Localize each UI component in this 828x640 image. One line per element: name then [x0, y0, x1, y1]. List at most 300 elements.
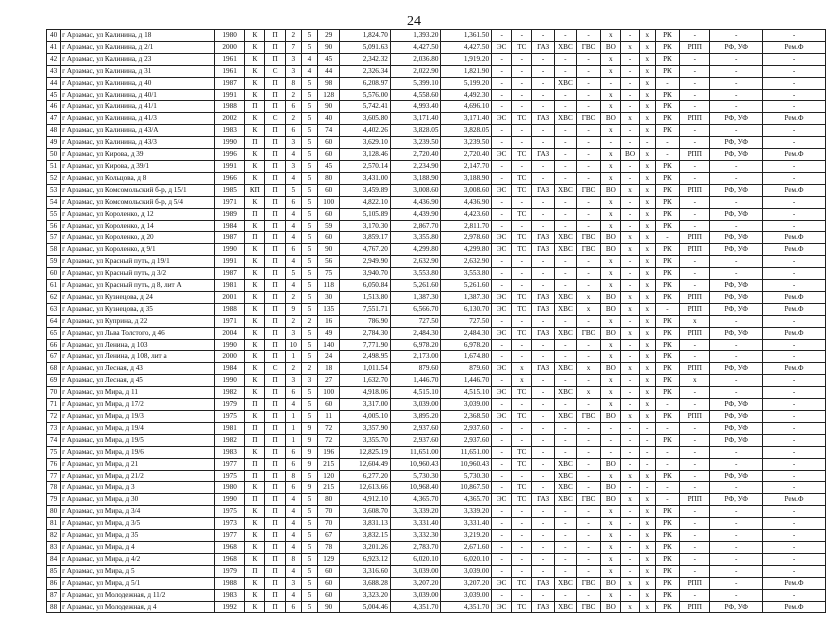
table-cell: 1984 [214, 363, 244, 375]
table-cell: ТС [512, 208, 532, 220]
table-cell: х [639, 351, 655, 363]
table-row [47, 41, 826, 53]
table-cell: - [576, 315, 600, 327]
table-cell: 1 [285, 351, 301, 363]
table-cell: К [245, 89, 265, 101]
table-cell: ТС [512, 303, 532, 315]
table-cell: - [655, 446, 679, 458]
table-cell: 80 [47, 506, 61, 518]
table-cell: - [763, 565, 826, 577]
table-cell: 4,427.50 [390, 41, 441, 53]
table-cell: - [554, 268, 576, 280]
table-cell: 3,128.46 [340, 149, 391, 161]
table-cell: г Арзамас, ул Мира, д 3/5 [61, 518, 215, 530]
table-cell: х [621, 577, 639, 589]
table-cell: - [554, 553, 576, 565]
table-cell: - [512, 434, 532, 446]
table-cell: 1 [285, 434, 301, 446]
table-cell: ГАЗ [532, 291, 554, 303]
table-cell: 49 [318, 327, 340, 339]
table-cell: - [532, 137, 554, 149]
table-cell: 1,821.90 [441, 65, 492, 77]
table-cell: - [655, 482, 679, 494]
table-cell: 2,937.60 [441, 434, 492, 446]
table-cell: х [639, 411, 655, 423]
table-cell: С [265, 113, 285, 125]
table-row [47, 65, 826, 77]
table-cell: РФ, УФ [710, 422, 763, 434]
table-cell: - [710, 446, 763, 458]
table-cell: 5 [301, 137, 317, 149]
table-cell: - [492, 53, 512, 65]
table-cell: х [639, 220, 655, 232]
table-row [47, 244, 826, 256]
table-cell: - [763, 530, 826, 542]
table-row [47, 53, 826, 65]
table-cell: 135 [318, 303, 340, 315]
table-cell: П [245, 399, 265, 411]
table-cell: - [512, 506, 532, 518]
table-cell: х [601, 160, 621, 172]
table-cell: РФ, УФ [710, 280, 763, 292]
table-cell: 215 [318, 458, 340, 470]
table-cell: П [265, 541, 285, 553]
table-cell: - [492, 530, 512, 542]
table-cell: х [621, 470, 639, 482]
table-cell: ЭС [492, 232, 512, 244]
table-cell: х [639, 399, 655, 411]
table-cell: х [601, 375, 621, 387]
table-cell: - [680, 541, 710, 553]
table-cell: 2,978.60 [441, 232, 492, 244]
table-cell: 4,439.90 [390, 208, 441, 220]
table-cell: 47 [47, 113, 61, 125]
table-cell: ТС [512, 601, 532, 613]
table-cell: - [532, 220, 554, 232]
table-cell: 3,895.20 [390, 411, 441, 423]
table-cell: РК [655, 256, 679, 268]
table-cell: - [576, 446, 600, 458]
table-cell: 5,730.30 [441, 470, 492, 482]
table-cell: 84 [47, 553, 61, 565]
table-cell: - [655, 77, 679, 89]
table-row [47, 160, 826, 172]
table-cell: - [621, 125, 639, 137]
table-cell: 1,446.70 [390, 375, 441, 387]
table-cell: ТС [512, 172, 532, 184]
table-cell: 1996 [214, 149, 244, 161]
table-cell: - [621, 315, 639, 327]
table-cell: 1984 [214, 220, 244, 232]
table-cell: 90 [318, 41, 340, 53]
table-cell: - [532, 172, 554, 184]
table-row [47, 399, 826, 411]
table-cell: х [601, 518, 621, 530]
table-cell: 60 [318, 232, 340, 244]
table-cell: - [680, 446, 710, 458]
table-cell: г Арзамас, ул Красный путь, д 8, лит А [61, 280, 215, 292]
table-cell: 3,008.60 [390, 184, 441, 196]
table-cell: 1966 [214, 172, 244, 184]
table-cell: - [576, 125, 600, 137]
table-cell: - [680, 351, 710, 363]
table-cell: х [621, 113, 639, 125]
table-cell: 4 [285, 208, 301, 220]
table-cell: 40 [47, 30, 61, 42]
table-cell: 1 [285, 411, 301, 423]
table-cell: 1985 [214, 184, 244, 196]
table-cell: - [492, 315, 512, 327]
table-cell: х [639, 553, 655, 565]
table-cell: - [763, 422, 826, 434]
table-cell: ВО [601, 601, 621, 613]
table-cell: х [601, 149, 621, 161]
table-cell: П [265, 506, 285, 518]
table-cell: ХВС [554, 494, 576, 506]
table-cell: ЭС [492, 303, 512, 315]
table-cell: - [763, 256, 826, 268]
table-cell: 5 [301, 470, 317, 482]
table-cell: - [576, 149, 600, 161]
table-cell: 1973 [214, 518, 244, 530]
table-cell: - [554, 280, 576, 292]
table-cell: - [621, 518, 639, 530]
table-cell: - [512, 339, 532, 351]
table-cell: 5 [301, 196, 317, 208]
table-cell: - [492, 470, 512, 482]
table-cell: 5 [301, 41, 317, 53]
table-cell: - [512, 530, 532, 542]
table-cell: К [245, 446, 265, 458]
table-cell: П [245, 458, 265, 470]
table-cell: - [763, 315, 826, 327]
table-cell: х [621, 184, 639, 196]
table-cell: - [554, 160, 576, 172]
table-cell: - [680, 30, 710, 42]
table-cell: - [680, 530, 710, 542]
table-cell: х [639, 89, 655, 101]
table-cell: ВО [601, 327, 621, 339]
table-cell: 6,566.70 [390, 303, 441, 315]
table-cell: 1982 [214, 434, 244, 446]
table-cell: - [621, 256, 639, 268]
table-cell: РК [655, 65, 679, 77]
table-cell: 4 [285, 506, 301, 518]
table-cell: - [710, 565, 763, 577]
table-cell: г Арзамас, ул Калинина, д 40 [61, 77, 215, 89]
table-cell: 3,201.26 [340, 541, 391, 553]
table-cell: 67 [318, 530, 340, 542]
table-cell: К [245, 41, 265, 53]
table-cell: - [492, 399, 512, 411]
table-cell: 1975 [214, 506, 244, 518]
table-cell: г Арзамас, ул Красный путь, д 3/2 [61, 268, 215, 280]
table-cell: П [265, 244, 285, 256]
table-cell: - [492, 589, 512, 601]
table-cell: РК [655, 589, 679, 601]
table-cell: ВО [601, 41, 621, 53]
table-cell: - [554, 53, 576, 65]
table-row [47, 149, 826, 161]
table-cell: - [621, 280, 639, 292]
table-cell: х [601, 541, 621, 553]
table-cell: К [245, 196, 265, 208]
table-cell: 4,918.06 [340, 387, 391, 399]
table-cell: 4 [285, 280, 301, 292]
table-cell: 3,171.40 [441, 113, 492, 125]
table-cell: 11 [318, 411, 340, 423]
table-cell: 4,299.80 [441, 244, 492, 256]
table-cell: К [245, 30, 265, 42]
table-cell: - [554, 137, 576, 149]
table-cell: 2,632.90 [390, 256, 441, 268]
table-cell: х [576, 291, 600, 303]
table-cell: ГВС [576, 232, 600, 244]
table-cell: 1990 [214, 244, 244, 256]
table-cell: РК [655, 268, 679, 280]
table-cell: 1,513.80 [340, 291, 391, 303]
table-cell: ЭС [492, 113, 512, 125]
table-cell: - [621, 446, 639, 458]
table-cell: РК [655, 184, 679, 196]
table-cell: РК [655, 530, 679, 542]
table-cell: 3 [301, 375, 317, 387]
table-cell: 8 [285, 470, 301, 482]
table-cell: ТС [512, 577, 532, 589]
table-cell: х [639, 327, 655, 339]
table-cell: 8 [285, 77, 301, 89]
table-cell: 1968 [214, 553, 244, 565]
table-cell: ЭС [492, 184, 512, 196]
table-cell: 5 [301, 30, 317, 42]
table-cell: ТС [512, 184, 532, 196]
table-cell: К [245, 303, 265, 315]
table-cell: 5 [301, 601, 317, 613]
table-cell: РК [655, 220, 679, 232]
table-cell: - [576, 53, 600, 65]
table-cell: 10 [285, 339, 301, 351]
table-cell: 62 [47, 291, 61, 303]
table-cell: 9 [301, 446, 317, 458]
table-cell: - [554, 518, 576, 530]
table-cell: - [621, 565, 639, 577]
table-row [47, 89, 826, 101]
table-cell: 5,742.41 [340, 101, 391, 113]
table-cell: 2 [285, 363, 301, 375]
table-cell: г Арзамас, ул Кирова, д 39 [61, 149, 215, 161]
table-cell: 1987 [214, 77, 244, 89]
table-cell: 49 [47, 137, 61, 149]
table-row [47, 541, 826, 553]
table-cell: 12,613.66 [340, 482, 391, 494]
table-cell: - [512, 137, 532, 149]
table-cell: 4 [285, 541, 301, 553]
table-cell: 5 [301, 232, 317, 244]
table-cell: 5 [301, 208, 317, 220]
table-cell: РК [655, 518, 679, 530]
housing-registry-table [46, 29, 826, 613]
table-cell: Рем.Ф [763, 577, 826, 589]
table-cell: г Арзамас, ул Красный путь, д 19/1 [61, 256, 215, 268]
table-cell: 65 [47, 327, 61, 339]
table-cell: 3,008.60 [441, 184, 492, 196]
table-cell: х [639, 280, 655, 292]
table-row [47, 172, 826, 184]
table-cell: - [576, 160, 600, 172]
table-cell: РФ, УФ [710, 232, 763, 244]
table-cell: - [680, 65, 710, 77]
table-row [47, 113, 826, 125]
table-cell: П [265, 339, 285, 351]
table-cell: х [639, 65, 655, 77]
table-cell: 1968 [214, 541, 244, 553]
table-cell: х [512, 375, 532, 387]
table-cell: 79 [47, 494, 61, 506]
table-row [47, 125, 826, 137]
table-cell: 4,427.50 [441, 41, 492, 53]
table-cell: 5 [301, 494, 317, 506]
table-cell: 4,351.70 [441, 601, 492, 613]
table-cell: К [245, 77, 265, 89]
table-cell: - [576, 375, 600, 387]
table-cell: 7,551.71 [340, 303, 391, 315]
table-cell: - [554, 196, 576, 208]
table-cell: 4 [285, 589, 301, 601]
table-cell: - [576, 65, 600, 77]
table-cell: 74 [318, 125, 340, 137]
table-cell: 10,960.43 [441, 458, 492, 470]
table-cell: - [621, 399, 639, 411]
table-cell: 5 [301, 256, 317, 268]
table-cell: РФ, УФ [710, 303, 763, 315]
table-cell: г Арзамас, ул Калинина, д 41/1 [61, 101, 215, 113]
table-row [47, 184, 826, 196]
table-cell: ТС [512, 291, 532, 303]
table-cell: 786.90 [340, 315, 391, 327]
table-cell: 1983 [214, 125, 244, 137]
table-cell: 90 [318, 601, 340, 613]
table-cell: г Арзамас, ул Кирова, д 39/1 [61, 160, 215, 172]
table-cell: х [621, 232, 639, 244]
table-cell: 1981 [214, 280, 244, 292]
table-cell: - [710, 541, 763, 553]
table-cell: ГВС [576, 113, 600, 125]
table-cell: х [639, 184, 655, 196]
table-cell: г Арзамас, ул Калинина, д 31 [61, 65, 215, 77]
table-cell: 3,431.00 [340, 172, 391, 184]
table-cell: г Арзамас, ул Мира, д 35 [61, 530, 215, 542]
table-cell: г Арзамас, ул Мира, д 4 [61, 541, 215, 553]
table-cell: - [554, 399, 576, 411]
table-cell: 1,824.70 [340, 30, 391, 42]
table-cell: 4 [285, 494, 301, 506]
table-cell: ГАЗ [532, 494, 554, 506]
table-cell: ТС [512, 149, 532, 161]
table-cell: - [601, 77, 621, 89]
table-cell: - [554, 149, 576, 161]
table-cell: 3,357.90 [340, 422, 391, 434]
table-cell: - [532, 446, 554, 458]
table-cell: 5,261.60 [441, 280, 492, 292]
table-cell: г Арзамас, ул Комсомольский б-р, д 5/4 [61, 196, 215, 208]
table-cell: 87 [47, 589, 61, 601]
table-cell: 5 [301, 220, 317, 232]
table-cell: П [265, 470, 285, 482]
table-cell: 2,632.90 [441, 256, 492, 268]
table-cell: П [265, 553, 285, 565]
table-cell: 4,767.20 [340, 244, 391, 256]
table-cell: 1979 [214, 565, 244, 577]
table-cell: - [576, 399, 600, 411]
table-cell: 56 [47, 220, 61, 232]
table-cell: РФ, УФ [710, 434, 763, 446]
table-cell: - [492, 506, 512, 518]
table-cell: К [245, 149, 265, 161]
table-cell: г Арзамас, ул Мира, д 19/6 [61, 446, 215, 458]
table-cell: 1,011.54 [340, 363, 391, 375]
table-cell: - [601, 137, 621, 149]
table-cell: - [621, 458, 639, 470]
table-cell: К [245, 53, 265, 65]
table-cell: РПП [680, 411, 710, 423]
table-cell: - [554, 446, 576, 458]
table-cell: РПП [680, 363, 710, 375]
table-cell: 4,696.10 [441, 101, 492, 113]
table-cell: - [601, 434, 621, 446]
table-cell: 83 [47, 541, 61, 553]
table-cell: - [680, 387, 710, 399]
table-cell: 4,912.10 [340, 494, 391, 506]
table-cell: х [621, 291, 639, 303]
table-cell: - [492, 375, 512, 387]
table-cell: г Арзамас, ул Мира, д 4/2 [61, 553, 215, 565]
table-cell: - [763, 458, 826, 470]
table-cell: 6 [285, 387, 301, 399]
table-row [47, 530, 826, 542]
table-cell: 3,039.00 [390, 565, 441, 577]
table-cell: х [601, 53, 621, 65]
table-cell: К [245, 256, 265, 268]
table-cell: - [532, 387, 554, 399]
table-cell: - [710, 53, 763, 65]
table-cell: - [621, 89, 639, 101]
table-cell: - [554, 530, 576, 542]
table-cell: - [763, 411, 826, 423]
table-cell: ЭС [492, 327, 512, 339]
table-cell: П [265, 125, 285, 137]
table-cell: - [532, 89, 554, 101]
table-cell: - [512, 65, 532, 77]
table-cell: 1982 [214, 387, 244, 399]
table-cell: - [576, 458, 600, 470]
table-cell: К [245, 363, 265, 375]
table-cell: 52 [47, 172, 61, 184]
table-row [47, 387, 826, 399]
table-cell: П [245, 434, 265, 446]
table-cell: - [763, 77, 826, 89]
table-cell: х [621, 327, 639, 339]
table-row [47, 291, 826, 303]
table-cell: - [492, 541, 512, 553]
table-row [47, 494, 826, 506]
table-cell: ГВС [576, 41, 600, 53]
table-cell: - [492, 125, 512, 137]
table-cell: 4 [301, 53, 317, 65]
table-row [47, 411, 826, 423]
table-cell: 75 [47, 446, 61, 458]
table-row [47, 434, 826, 446]
table-cell: 70 [47, 387, 61, 399]
